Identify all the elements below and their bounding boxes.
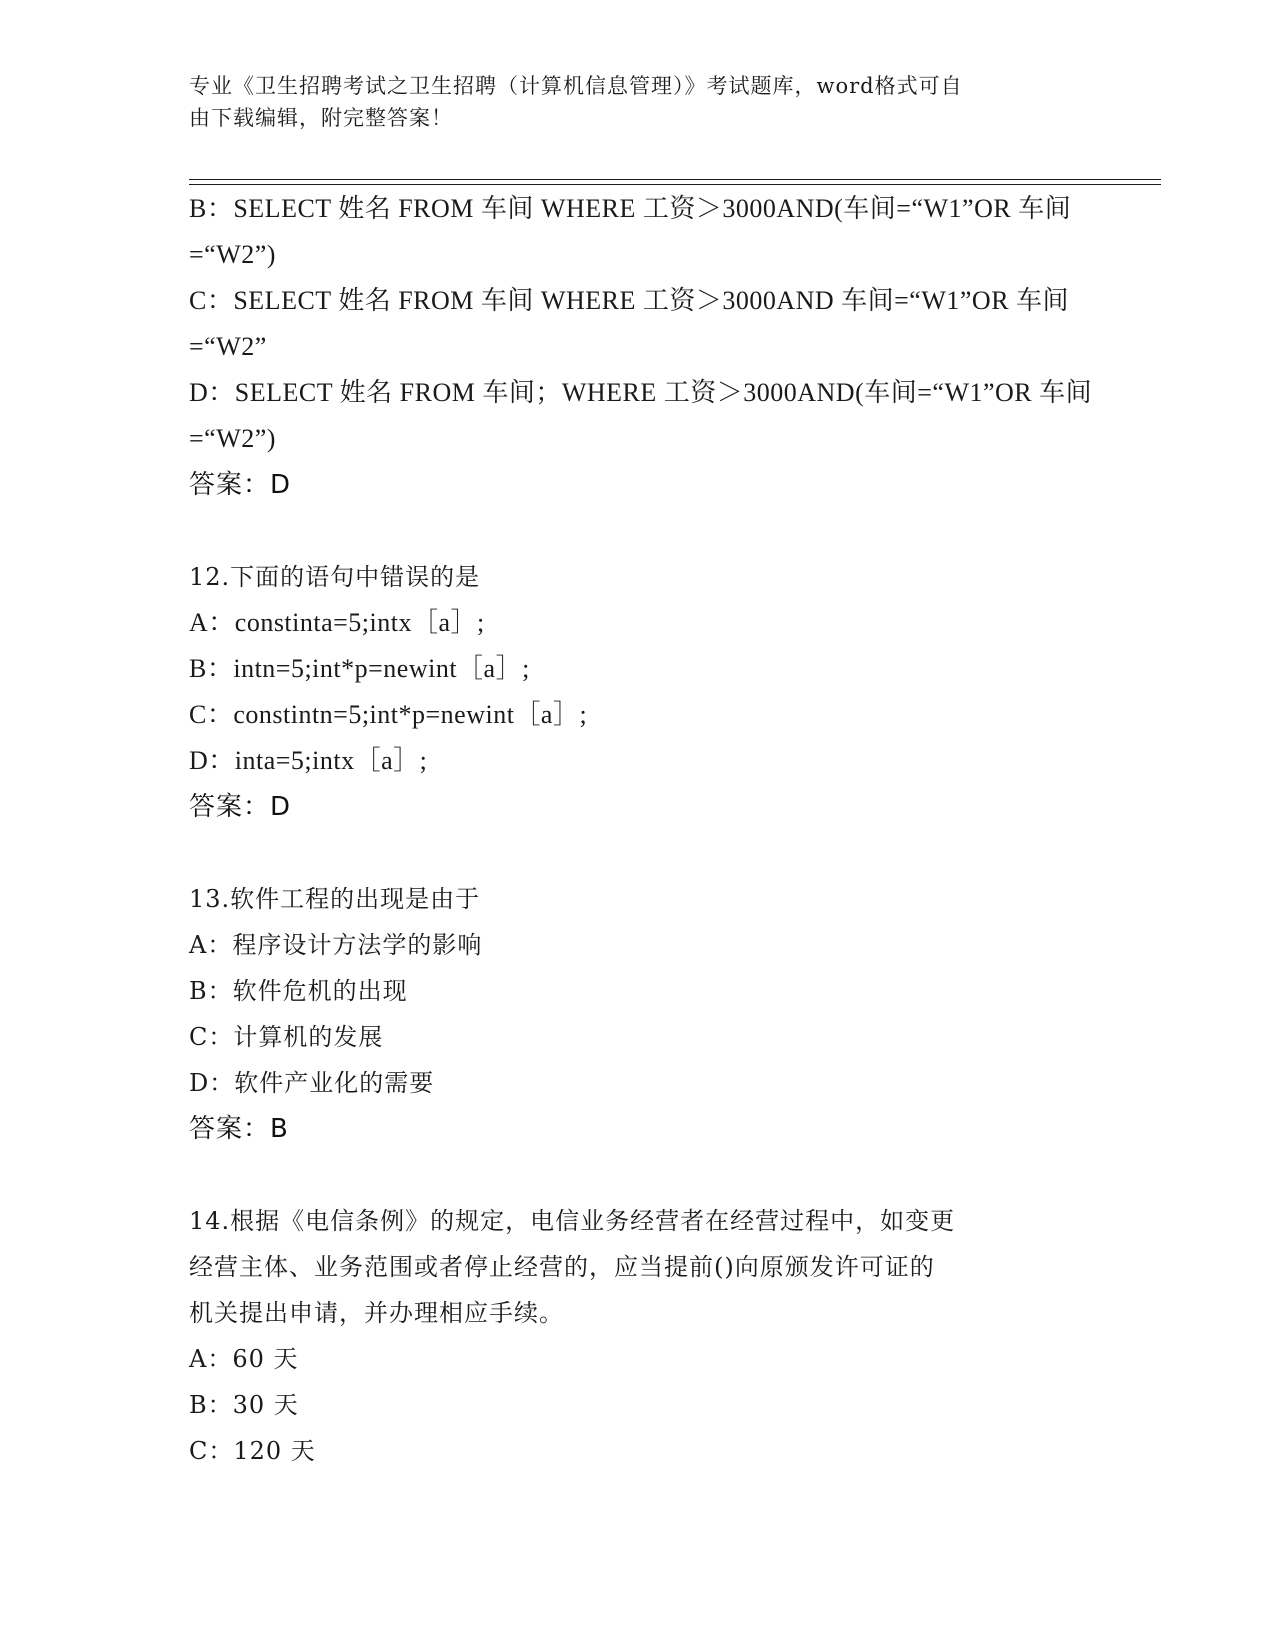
- question-13: [189, 876, 1089, 1152]
- option-d: D：软件产业化的需要: [189, 1069, 435, 1097]
- question-text: 12.下面的语句中错误的是: [189, 563, 481, 591]
- spacer: [189, 830, 1089, 876]
- header-divider-top: [189, 179, 1161, 180]
- option-c: C：constintn=5;int*p=newint［a］;: [189, 700, 588, 729]
- document-header: [189, 70, 1089, 134]
- option-c-line-2: =“W2”: [189, 332, 267, 361]
- answer: 答案：B: [189, 1114, 289, 1144]
- option-a: A：constinta=5;intx［a］;: [189, 608, 485, 637]
- header-line-2: 由下载编辑，附完整答案！: [189, 106, 453, 130]
- option-a: A：60 天: [189, 1345, 299, 1373]
- header-divider-bottom: [189, 184, 1161, 185]
- question-14: [189, 1198, 1089, 1474]
- question-text: 13.软件工程的出现是由于: [189, 885, 481, 913]
- option-a: A：程序设计方法学的影响: [189, 931, 483, 959]
- option-b: B：软件危机的出现: [189, 977, 408, 1005]
- question-12: [189, 554, 1089, 830]
- question-list: [189, 186, 1093, 1474]
- option-b: B：intn=5;int*p=newint［a］;: [189, 654, 530, 683]
- option-c-line-1: C：SELECT 姓名 FROM 车间 WHERE 工资＞3000AND 车间=“W1”OR 车间: [189, 286, 1070, 315]
- question-text-line-3: 机关提出申请，并办理相应手续。: [189, 1299, 564, 1327]
- header-line-1: 专业《卫生招聘考试之卫生招聘（计算机信息管理）》考试题库，word格式可自: [189, 74, 963, 98]
- option-b-line-1: B：SELECT 姓名 FROM 车间 WHERE 工资＞3000AND(车间=“W1”OR 车间: [189, 194, 1072, 223]
- option-d-line-2: =“W2”): [189, 424, 276, 453]
- option-c: C：120 天: [189, 1437, 316, 1465]
- option-d: D：inta=5;intx［a］;: [189, 746, 428, 775]
- option-b: B：30 天: [189, 1391, 299, 1419]
- question-11: [189, 186, 1093, 508]
- question-text-line-2: 经营主体、业务范围或者停止经营的，应当提前()向原颁发许可证的: [189, 1253, 935, 1281]
- answer: 答案：D: [189, 470, 292, 500]
- answer: 答案：D: [189, 792, 292, 822]
- option-d-line-1: D：SELECT 姓名 FROM 车间；WHERE 工资＞3000AND(车间=“W1”OR 车间: [189, 378, 1093, 407]
- question-text-line-1: 14.根据《电信条例》的规定，电信业务经营者在经营过程中，如变更: [189, 1207, 956, 1235]
- option-b-line-2: =“W2”): [189, 240, 276, 269]
- spacer: [189, 508, 1089, 554]
- option-c: C：计算机的发展: [189, 1023, 384, 1051]
- spacer: [189, 1152, 1089, 1198]
